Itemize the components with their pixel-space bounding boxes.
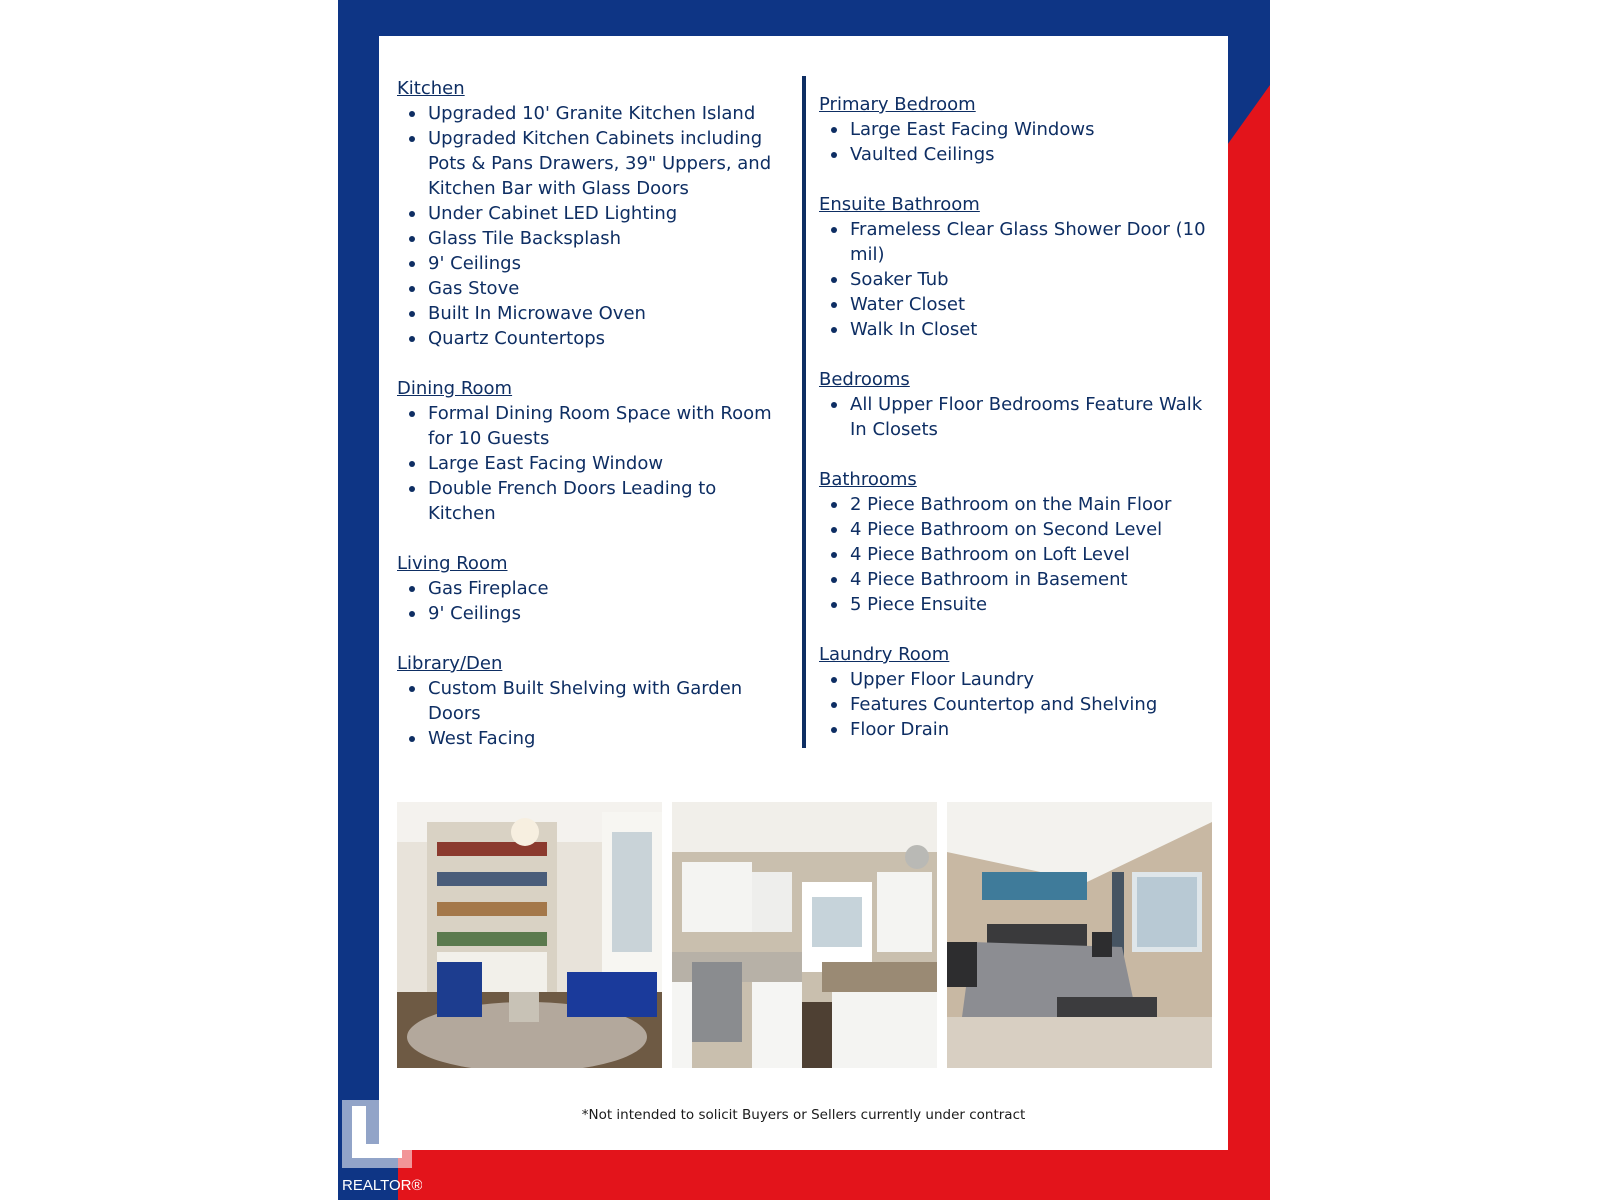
feature-list: [397, 401, 789, 526]
feature-item: 4 Piece Bathroom in Basement: [850, 567, 1219, 592]
flyer-background: [338, 0, 1270, 1200]
feature-list: [397, 101, 789, 351]
feature-item: All Upper Floor Bedrooms Feature Walk In Closets: [850, 392, 1219, 442]
feature-item: Gas Stove: [428, 276, 789, 301]
feature-item: Gas Fireplace: [428, 576, 789, 601]
feature-item: Soaker Tub: [850, 267, 1219, 292]
feature-list: [819, 667, 1219, 742]
feature-item: Quartz Countertops: [428, 326, 789, 351]
feature-item: Under Cabinet LED Lighting: [428, 201, 789, 226]
feature-section: [397, 651, 789, 751]
photo-strip: [397, 802, 1211, 1068]
feature-item: Water Closet: [850, 292, 1219, 317]
feature-list: [819, 117, 1219, 167]
right-column: [819, 92, 1219, 767]
feature-item: 4 Piece Bathroom on Loft Level: [850, 542, 1219, 567]
feature-item: Glass Tile Backsplash: [428, 226, 789, 251]
feature-item: 5 Piece Ensuite: [850, 592, 1219, 617]
feature-section: [397, 376, 789, 526]
feature-list: [397, 676, 789, 751]
section-heading: Dining Room: [397, 378, 513, 399]
column-divider: [802, 76, 806, 748]
section-heading: Bathrooms: [819, 469, 917, 490]
feature-item: 9' Ceilings: [428, 251, 789, 276]
realtor-logo: [342, 1100, 422, 1192]
feature-item: Upgraded 10' Granite Kitchen Island: [428, 101, 789, 126]
feature-section: [397, 551, 789, 626]
feature-section: [819, 467, 1219, 617]
feature-item: Floor Drain: [850, 717, 1219, 742]
left-column: [397, 76, 789, 776]
feature-item: Upper Floor Laundry: [850, 667, 1219, 692]
feature-item: Custom Built Shelving with Garden Doors: [428, 676, 789, 726]
feature-item: Large East Facing Window: [428, 451, 789, 476]
section-heading: Kitchen: [397, 78, 465, 99]
feature-item: Walk In Closet: [850, 317, 1219, 342]
bedroom-photo: [947, 802, 1212, 1068]
section-heading: Laundry Room: [819, 644, 950, 665]
content-card: [379, 36, 1228, 1150]
feature-item: West Facing: [428, 726, 789, 751]
feature-item: Large East Facing Windows: [850, 117, 1219, 142]
feature-section: [819, 92, 1219, 167]
svg-text:REALTOR®: REALTOR®: [342, 1177, 422, 1192]
section-heading: Living Room: [397, 553, 508, 574]
feature-section: [819, 367, 1219, 442]
feature-item: 2 Piece Bathroom on the Main Floor: [850, 492, 1219, 517]
feature-item: Double French Doors Leading to Kitchen: [428, 476, 789, 526]
feature-list: [819, 217, 1219, 342]
feature-section: [819, 642, 1219, 742]
feature-section: [819, 192, 1219, 342]
feature-item: Built In Microwave Oven: [428, 301, 789, 326]
red-accent-bottom: [398, 1150, 1270, 1200]
kitchen-photo: [672, 802, 937, 1068]
feature-item: Frameless Clear Glass Shower Door (10 mil): [850, 217, 1219, 267]
feature-item: Upgraded Kitchen Cabinets including Pots & Pans Drawers, 39" Uppers, and Kitchen Bar with Glass Doors: [428, 126, 789, 201]
library-photo: [397, 802, 662, 1068]
feature-list: [819, 492, 1219, 617]
feature-item: 9' Ceilings: [428, 601, 789, 626]
feature-list: [819, 392, 1219, 442]
feature-item: Vaulted Ceilings: [850, 142, 1219, 167]
section-heading: Library/Den: [397, 653, 503, 674]
feature-section: [397, 76, 789, 351]
section-heading: Bedrooms: [819, 369, 910, 390]
section-heading: Primary Bedroom: [819, 94, 976, 115]
feature-item: 4 Piece Bathroom on Second Level: [850, 517, 1219, 542]
section-heading: Ensuite Bathroom: [819, 194, 980, 215]
disclaimer-text: *Not intended to solicit Buyers or Sellers currently under contract: [581, 1107, 1026, 1123]
feature-item: Formal Dining Room Space with Room for 10 Guests: [428, 401, 789, 451]
feature-list: [397, 576, 789, 626]
feature-item: Features Countertop and Shelving: [850, 692, 1219, 717]
